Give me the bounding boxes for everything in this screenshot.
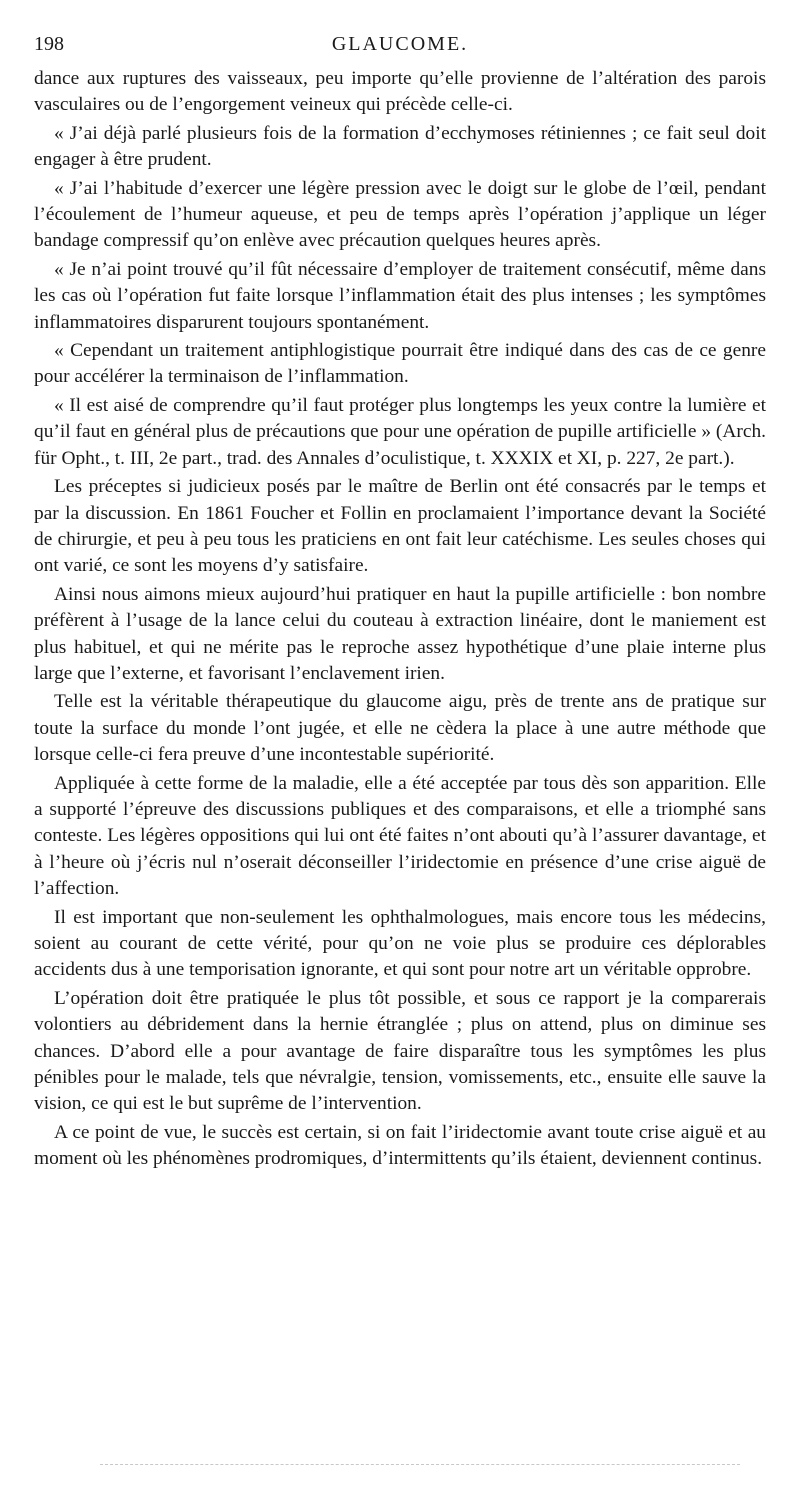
paragraph: « Cependant un traitement antiphlogistique pourrait être indiqué dans des cas de ce genre pour accélérer la terminaison de l’inflammation. — [34, 340, 766, 388]
paragraph: Les préceptes si judicieux posés par le maître de Berlin ont été consacrés par le temps et par la discussion. En 1861 Foucher et Follin en proclamaient l’importance devant la Société de chirurgie, et peu à peu tous les praticiens en ont fait leur catéchisme. Les seules choses qui ont varié, ce sont les moyens d’y satisfaire. — [34, 476, 766, 577]
footer-rule — [100, 1464, 740, 1465]
paragraph: Appliquée à cette forme de la maladie, elle a été acceptée par tous dès son apparition. Elle a supporté l’épreuve des discussions publiques et des comparaisons, et elle a triomphé sans conteste. Les légères oppositions qui lui ont été faites n’ont abouti qu’à l’assurer davantage, et à l’heure où j’écris nul n’oserait déconseiller l’iridectomie en présence d’une crise aiguë de l’affection. — [34, 772, 766, 900]
paragraph: A ce point de vue, le succès est certain, si on fait l’iridectomie avant toute crise aiguë et au moment où les phénomènes prodromiques, d’intermittents qu’ils étaient, deviennent continus. — [34, 1121, 766, 1170]
paragraph: L’opération doit être pratiquée le plus tôt possible, et sous ce rapport je la comparerais volontiers au débridement dans la hernie étranglée ; plus on attend, plus on diminue ses chances. D’abord elle a pour avantage de faire disparaître tous les symptômes les plus pénibles pour le malade, tels que névralgie, tension, vomissements, etc., ensuite elle sauve la vision, ce qui est le but suprême de l’intervention. — [34, 987, 766, 1115]
paragraph: « Il est aisé de comprendre qu’il faut protéger plus longtemps les yeux contre la lumière et qu’il faut en général plus de précautions que pour une opération de pupille artificielle » (Arch. für Opht., t. III, 2e part., trad. des Annales d’oculistique, t. XXXIX et XI, p. 227, 2e part.). — [34, 394, 766, 469]
paragraph: « J’ai l’habitude d’exercer une légère pression avec le doigt sur le globe de l’œil, pendant l’écoulement de l’humeur aqueuse, et peu de temps après l’opération j’applique un léger bandage compressif qu’on enlève avec précaution quelques heures après. — [34, 177, 766, 252]
page-number: 198 — [34, 33, 64, 55]
paragraph: Il est important que non-seulement les ophthalmologues, mais encore tous les médecins, soient au courant de cette vérité, pour qu’on ne voie plus se produire ces déplorables accidents dus à une temporisation ignorante, et qui sont pour notre art un véritable opprobre. — [34, 906, 766, 981]
paragraph: Telle est la véritable thérapeutique du glaucome aigu, près de trente ans de pratique sur toute la surface du monde l’ont jugée, et elle ne cèdera la place à une autre méthode que lorsque celle-ci fera preuve d’une incontestable supériorité. — [34, 691, 766, 766]
paragraph: « J’ai déjà parlé plusieurs fois de la formation d’ecchymoses rétiniennes ; ce fait seul doit engager à être prudent. — [34, 122, 766, 171]
running-title: GLAUCOME. — [331, 33, 469, 55]
paragraph: Ainsi nous aimons mieux aujourd’hui pratiquer en haut la pupille artificielle : bon nombre préfèrent à l’usage de la lance celui du couteau à extraction linéaire, dont le maniement est plus habituel, et qui ne mérite pas le reproche assez hypothétique d’une plaie interne plus large que l’externe, et favorisant l’enclavement irien. — [34, 583, 766, 684]
paragraph: dance aux ruptures des vaisseaux, peu importe qu’elle provienne de l’altération des parois vasculaires ou de l’engorgement veineux qui précède celle-ci. — [34, 68, 766, 116]
page-body — [34, 66, 766, 1175]
paragraph: « Je n’ai point trouvé qu’il fût nécessaire d’employer de traitement consécutif, même dans les cas où l’opération fut faite lorsque l’inflammation était des plus intenses ; les symptômes inflammatoires disparurent toujours spontanément. — [34, 258, 766, 333]
page-header — [34, 32, 766, 56]
